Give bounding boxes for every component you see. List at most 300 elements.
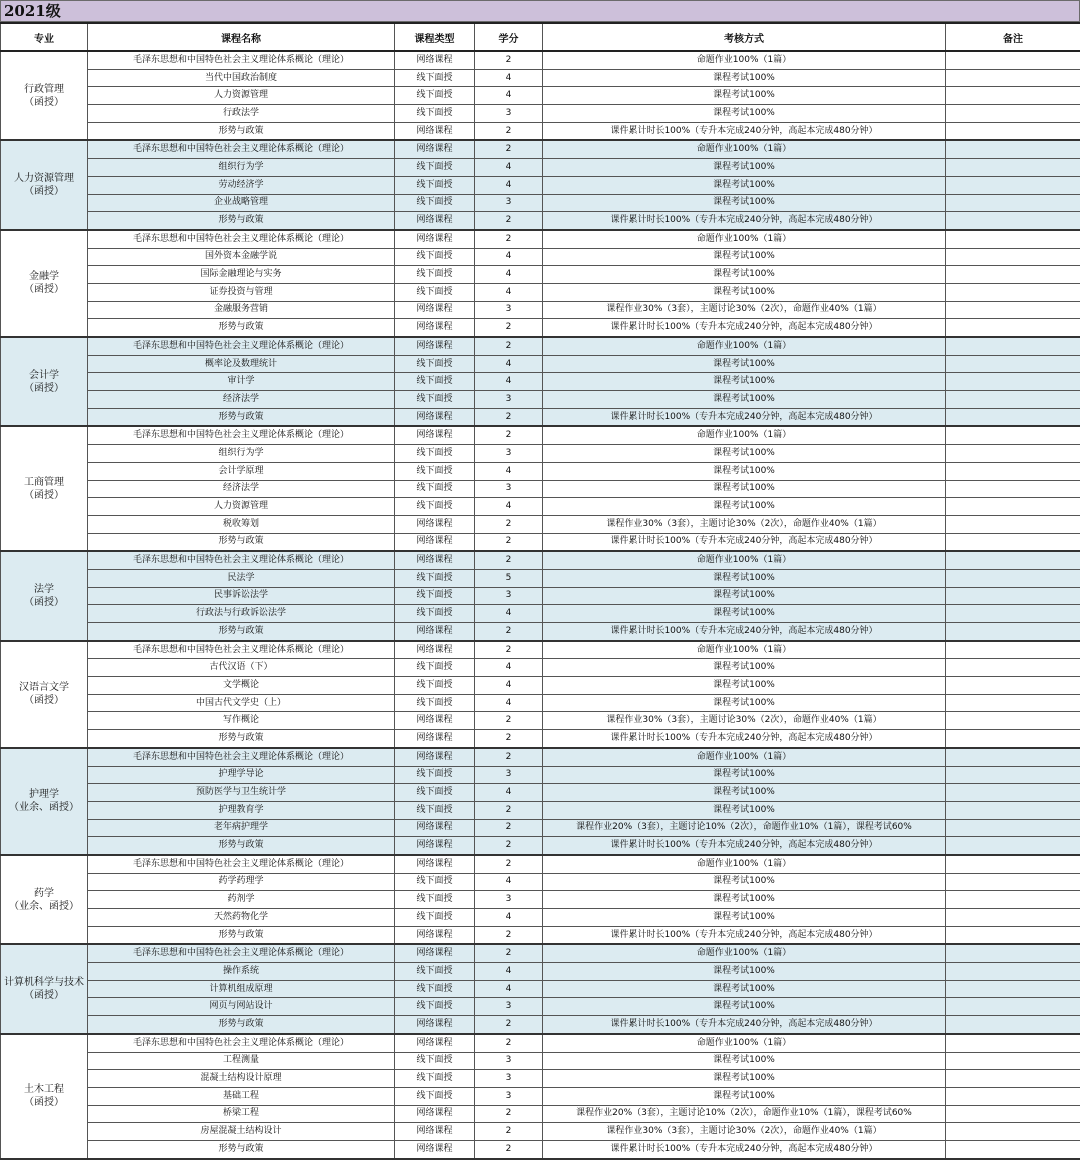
remarks-cell	[946, 605, 1080, 623]
table-row	[1, 766, 1080, 784]
course-type-cell: 线下面授	[395, 373, 475, 391]
major-label-line: （函授）	[24, 597, 64, 608]
table-row	[1, 515, 1080, 533]
assessment-cell: 命题作业100%（1篇）	[543, 748, 946, 766]
table-row	[1, 122, 1080, 140]
course-name-cell: 行政法与行政诉讼法学	[88, 605, 395, 623]
table-row	[1, 498, 1080, 516]
credits-cell: 3	[475, 105, 543, 123]
course-name-cell: 组织行为学	[88, 159, 395, 177]
assessment-cell: 课程考试100%	[543, 909, 946, 927]
course-name-cell: 毛泽东思想和中国特色社会主义理论体系概论（理论）	[88, 140, 395, 158]
course-type-cell: 线下面授	[395, 587, 475, 605]
table-row	[1, 694, 1080, 712]
course-type-cell: 线下面授	[395, 498, 475, 516]
credits-cell: 3	[475, 998, 543, 1016]
assessment-cell: 课程考试100%	[543, 159, 946, 177]
course-name-cell: 毛泽东思想和中国特色社会主义理论体系概论（理论）	[88, 748, 395, 766]
credits-cell: 2	[475, 837, 543, 855]
assessment-cell: 课件累计时长100%（专升本完成240分钟，高起本完成480分钟）	[543, 122, 946, 140]
credits-cell: 4	[475, 248, 543, 266]
assessment-cell: 课程考试100%	[543, 998, 946, 1016]
course-type-cell: 线下面授	[395, 248, 475, 266]
table-row	[1, 373, 1080, 391]
course-type-cell: 网络课程	[395, 1123, 475, 1141]
credits-cell: 2	[475, 122, 543, 140]
credits-cell: 3	[475, 301, 543, 319]
remarks-cell	[946, 212, 1080, 230]
major-label-line: 护理学	[29, 789, 59, 800]
credits-cell: 4	[475, 498, 543, 516]
table-row	[1, 408, 1080, 426]
table-row	[1, 998, 1080, 1016]
assessment-cell: 命题作业100%（1篇）	[543, 140, 946, 158]
major-label-line: 会计学	[29, 370, 59, 381]
table-row	[1, 801, 1080, 819]
major-label-line: 药学	[34, 888, 54, 899]
credits-cell: 3	[475, 445, 543, 463]
remarks-cell	[946, 391, 1080, 409]
assessment-cell: 课程考试100%	[543, 391, 946, 409]
course-type-cell: 网络课程	[395, 408, 475, 426]
course-type-cell: 线下面授	[395, 605, 475, 623]
course-name-cell: 药剂学	[88, 891, 395, 909]
credits-cell: 4	[475, 266, 543, 284]
credits-cell: 4	[475, 873, 543, 891]
major-group	[1, 944, 1080, 1033]
remarks-cell	[946, 87, 1080, 105]
remarks-cell	[946, 194, 1080, 212]
course-type-cell: 线下面授	[395, 1070, 475, 1088]
course-type-cell: 网络课程	[395, 944, 475, 962]
remarks-cell	[946, 998, 1080, 1016]
table-row	[1, 641, 1080, 659]
credits-cell: 3	[475, 587, 543, 605]
assessment-cell: 课程考试100%	[543, 283, 946, 301]
remarks-cell	[946, 1070, 1080, 1088]
remarks-cell	[946, 748, 1080, 766]
course-name-cell: 天然药物化学	[88, 909, 395, 927]
major-cell	[1, 1034, 88, 1159]
assessment-cell: 命题作业100%（1篇）	[543, 944, 946, 962]
course-name-cell: 古代汉语（下）	[88, 659, 395, 677]
course-name-cell: 形势与政策	[88, 1016, 395, 1034]
credits-cell: 4	[475, 659, 543, 677]
course-type-cell: 线下面授	[395, 1087, 475, 1105]
credits-cell: 2	[475, 801, 543, 819]
course-name-cell: 形势与政策	[88, 926, 395, 944]
course-type-cell: 网络课程	[395, 301, 475, 319]
course-name-cell: 毛泽东思想和中国特色社会主义理论体系概论（理论）	[88, 1034, 395, 1052]
course-name-cell: 文学概论	[88, 677, 395, 695]
course-name-cell: 民法学	[88, 569, 395, 587]
major-group	[1, 641, 1080, 748]
assessment-cell: 课程考试100%	[543, 980, 946, 998]
remarks-cell	[946, 837, 1080, 855]
credits-cell: 2	[475, 408, 543, 426]
assessment-cell: 课程考试100%	[543, 569, 946, 587]
table-row	[1, 677, 1080, 695]
remarks-cell	[946, 319, 1080, 337]
course-type-cell: 线下面授	[395, 445, 475, 463]
course-type-cell: 线下面授	[395, 891, 475, 909]
credits-cell: 4	[475, 87, 543, 105]
credits-cell: 2	[475, 623, 543, 641]
remarks-cell	[946, 1052, 1080, 1070]
assessment-cell: 课件累计时长100%（专升本完成240分钟，高起本完成480分钟）	[543, 408, 946, 426]
course-type-cell: 线下面授	[395, 694, 475, 712]
assessment-cell: 课程作业20%（3套），主题讨论10%（2次），命题作业10%（1篇），课程考试60%	[543, 1105, 946, 1123]
table-row	[1, 301, 1080, 319]
assessment-cell: 命题作业100%（1篇）	[543, 426, 946, 444]
course-name-cell: 毛泽东思想和中国特色社会主义理论体系概论（理论）	[88, 551, 395, 569]
major-cell	[1, 641, 88, 748]
remarks-cell	[946, 677, 1080, 695]
credits-cell: 4	[475, 677, 543, 695]
assessment-cell: 课程考试100%	[543, 873, 946, 891]
assessment-cell: 课程考试100%	[543, 266, 946, 284]
credits-cell: 2	[475, 337, 543, 355]
course-name-cell: 形势与政策	[88, 837, 395, 855]
remarks-cell	[946, 1105, 1080, 1123]
remarks-cell	[946, 1123, 1080, 1141]
course-type-cell: 线下面授	[395, 87, 475, 105]
major-label-line: （函授）	[24, 1097, 64, 1108]
table-row	[1, 533, 1080, 551]
major-cell	[1, 426, 88, 551]
course-type-cell: 线下面授	[395, 266, 475, 284]
course-name-cell: 毛泽东思想和中国特色社会主义理论体系概论（理论）	[88, 641, 395, 659]
course-name-cell: 老年病护理学	[88, 819, 395, 837]
major-label-line: 土木工程	[24, 1084, 64, 1095]
course-name-cell: 形势与政策	[88, 212, 395, 230]
assessment-cell: 课件累计时长100%（专升本完成240分钟，高起本完成480分钟）	[543, 837, 946, 855]
credits-cell: 4	[475, 355, 543, 373]
table-row	[1, 926, 1080, 944]
assessment-cell: 课件累计时长100%（专升本完成240分钟，高起本完成480分钟）	[543, 926, 946, 944]
course-type-cell: 线下面授	[395, 194, 475, 212]
assessment-cell: 课程考试100%	[543, 963, 946, 981]
remarks-cell	[946, 105, 1080, 123]
credits-cell: 2	[475, 855, 543, 873]
credits-cell: 4	[475, 159, 543, 177]
major-cell	[1, 51, 88, 140]
table-row	[1, 230, 1080, 248]
assessment-cell: 课程考试100%	[543, 694, 946, 712]
major-label-line: 法学	[34, 584, 54, 595]
table-row	[1, 69, 1080, 87]
major-label-line: 汉语言文学	[19, 682, 69, 693]
assessment-cell: 课程考试100%	[543, 373, 946, 391]
assessment-cell: 课件累计时长100%（专升本完成240分钟，高起本完成480分钟）	[543, 1016, 946, 1034]
course-name-cell: 网页与网站设计	[88, 998, 395, 1016]
major-group	[1, 51, 1080, 140]
assessment-cell: 课程考试100%	[543, 801, 946, 819]
course-name-cell: 护理学导论	[88, 766, 395, 784]
course-type-cell: 网络课程	[395, 1034, 475, 1052]
remarks-cell	[946, 159, 1080, 177]
course-name-cell: 组织行为学	[88, 445, 395, 463]
table-row	[1, 87, 1080, 105]
assessment-cell: 课程作业20%（3套），主题讨论10%（2次），命题作业10%（1篇），课程考试60%	[543, 819, 946, 837]
credits-cell: 4	[475, 963, 543, 981]
course-type-cell: 网络课程	[395, 1105, 475, 1123]
assessment-cell: 课程考试100%	[543, 498, 946, 516]
assessment-cell: 命题作业100%（1篇）	[543, 1034, 946, 1052]
course-name-cell: 劳动经济学	[88, 176, 395, 194]
course-name-cell: 预防医学与卫生统计学	[88, 784, 395, 802]
table-row	[1, 819, 1080, 837]
remarks-cell	[946, 533, 1080, 551]
major-group	[1, 230, 1080, 337]
course-type-cell: 网络课程	[395, 712, 475, 730]
remarks-cell	[946, 784, 1080, 802]
course-type-cell: 线下面授	[395, 909, 475, 927]
course-name-cell: 药学药理学	[88, 873, 395, 891]
table-row	[1, 462, 1080, 480]
table-row	[1, 909, 1080, 927]
table-row	[1, 426, 1080, 444]
course-type-cell: 线下面授	[395, 1052, 475, 1070]
remarks-cell	[946, 873, 1080, 891]
assessment-cell: 课件累计时长100%（专升本完成240分钟，高起本完成480分钟）	[543, 533, 946, 551]
major-label-line: 金融学	[29, 271, 59, 282]
assessment-cell: 课程考试100%	[543, 587, 946, 605]
course-type-cell: 线下面授	[395, 569, 475, 587]
credits-cell: 3	[475, 1052, 543, 1070]
table-row	[1, 212, 1080, 230]
major-group	[1, 1034, 1080, 1159]
major-group	[1, 426, 1080, 551]
course-type-cell: 线下面授	[395, 480, 475, 498]
credits-cell: 2	[475, 212, 543, 230]
remarks-cell	[946, 408, 1080, 426]
course-name-cell: 护理教育学	[88, 801, 395, 819]
major-label-line: （函授）	[24, 990, 64, 1001]
assessment-cell: 课程考试100%	[543, 355, 946, 373]
table-row	[1, 1034, 1080, 1052]
header-major: 专业	[1, 23, 88, 51]
remarks-cell	[946, 926, 1080, 944]
major-cell	[1, 855, 88, 944]
assessment-cell: 课程考试100%	[543, 1052, 946, 1070]
credits-cell: 2	[475, 748, 543, 766]
assessment-cell: 命题作业100%（1篇）	[543, 230, 946, 248]
table-row	[1, 623, 1080, 641]
major-group	[1, 855, 1080, 944]
remarks-cell	[946, 140, 1080, 158]
remarks-cell	[946, 248, 1080, 266]
course-type-cell: 网络课程	[395, 641, 475, 659]
remarks-cell	[946, 230, 1080, 248]
assessment-cell: 课程考试100%	[543, 445, 946, 463]
credits-cell: 2	[475, 926, 543, 944]
course-type-cell: 线下面授	[395, 69, 475, 87]
remarks-cell	[946, 587, 1080, 605]
table-row	[1, 248, 1080, 266]
major-cell	[1, 748, 88, 855]
credits-cell: 3	[475, 1070, 543, 1088]
remarks-cell	[946, 355, 1080, 373]
assessment-cell: 课程作业30%（3套），主题讨论30%（2次），命题作业40%（1篇）	[543, 712, 946, 730]
remarks-cell	[946, 266, 1080, 284]
major-group	[1, 551, 1080, 640]
credits-cell: 4	[475, 176, 543, 194]
course-name-cell: 操作系统	[88, 963, 395, 981]
course-type-cell: 线下面授	[395, 677, 475, 695]
course-type-cell: 线下面授	[395, 873, 475, 891]
table-row	[1, 748, 1080, 766]
credits-cell: 2	[475, 319, 543, 337]
credits-cell: 2	[475, 1016, 543, 1034]
credits-cell: 4	[475, 694, 543, 712]
course-name-cell: 当代中国政治制度	[88, 69, 395, 87]
remarks-cell	[946, 176, 1080, 194]
table-title: 2021级	[0, 0, 1080, 22]
course-name-cell: 中国古代文学史（上）	[88, 694, 395, 712]
credits-cell: 2	[475, 51, 543, 69]
major-label-line: （函授）	[24, 284, 64, 295]
major-group	[1, 140, 1080, 229]
course-schedule-table	[0, 22, 1080, 1160]
remarks-cell	[946, 373, 1080, 391]
major-group	[1, 748, 1080, 855]
table-row	[1, 837, 1080, 855]
course-type-cell: 网络课程	[395, 855, 475, 873]
course-name-cell: 民事诉讼法学	[88, 587, 395, 605]
remarks-cell	[946, 659, 1080, 677]
credits-cell: 3	[475, 480, 543, 498]
table-row	[1, 963, 1080, 981]
credits-cell: 2	[475, 1140, 543, 1158]
course-type-cell: 网络课程	[395, 426, 475, 444]
course-type-cell: 网络课程	[395, 140, 475, 158]
course-type-cell: 线下面授	[395, 801, 475, 819]
course-type-cell: 网络课程	[395, 319, 475, 337]
remarks-cell	[946, 445, 1080, 463]
course-name-cell: 税收筹划	[88, 515, 395, 533]
course-name-cell: 形势与政策	[88, 408, 395, 426]
assessment-cell: 课件累计时长100%（专升本完成240分钟，高起本完成480分钟）	[543, 730, 946, 748]
remarks-cell	[946, 69, 1080, 87]
assessment-cell: 命题作业100%（1篇）	[543, 51, 946, 69]
course-name-cell: 毛泽东思想和中国特色社会主义理论体系概论（理论）	[88, 337, 395, 355]
course-type-cell: 网络课程	[395, 212, 475, 230]
table-row	[1, 855, 1080, 873]
table-row	[1, 1016, 1080, 1034]
credits-cell: 4	[475, 909, 543, 927]
credits-cell: 2	[475, 1123, 543, 1141]
major-cell	[1, 230, 88, 337]
assessment-cell: 课程考试100%	[543, 659, 946, 677]
course-type-cell: 线下面授	[395, 283, 475, 301]
table-row	[1, 194, 1080, 212]
course-name-cell: 行政法学	[88, 105, 395, 123]
assessment-cell: 课程考试100%	[543, 248, 946, 266]
course-type-cell: 网络课程	[395, 337, 475, 355]
course-type-cell: 线下面授	[395, 355, 475, 373]
major-cell	[1, 944, 88, 1033]
remarks-cell	[946, 712, 1080, 730]
credits-cell: 2	[475, 819, 543, 837]
credits-cell: 2	[475, 944, 543, 962]
credits-cell: 2	[475, 140, 543, 158]
table-row	[1, 319, 1080, 337]
assessment-cell: 课程考试100%	[543, 462, 946, 480]
course-type-cell: 网络课程	[395, 1140, 475, 1158]
assessment-cell: 课程考试100%	[543, 677, 946, 695]
assessment-cell: 课程考试100%	[543, 194, 946, 212]
credits-cell: 2	[475, 230, 543, 248]
course-name-cell: 毛泽东思想和中国特色社会主义理论体系概论（理论）	[88, 426, 395, 444]
course-type-cell: 网络课程	[395, 533, 475, 551]
credits-cell: 4	[475, 373, 543, 391]
table-row	[1, 391, 1080, 409]
table-row	[1, 1052, 1080, 1070]
course-type-cell: 网络课程	[395, 819, 475, 837]
assessment-cell: 课件累计时长100%（专升本完成240分钟，高起本完成480分钟）	[543, 319, 946, 337]
credits-cell: 2	[475, 641, 543, 659]
credits-cell: 3	[475, 891, 543, 909]
remarks-cell	[946, 980, 1080, 998]
header-course-name: 课程名称	[88, 23, 395, 51]
course-type-cell: 网络课程	[395, 551, 475, 569]
course-type-cell: 网络课程	[395, 1016, 475, 1034]
remarks-cell	[946, 426, 1080, 444]
course-name-cell: 审计学	[88, 373, 395, 391]
course-name-cell: 混凝土结构设计原理	[88, 1070, 395, 1088]
major-label-line: （函授）	[24, 383, 64, 394]
table-row	[1, 1087, 1080, 1105]
course-name-cell: 毛泽东思想和中国特色社会主义理论体系概论（理论）	[88, 855, 395, 873]
course-name-cell: 企业战略管理	[88, 194, 395, 212]
course-name-cell: 计算机组成原理	[88, 980, 395, 998]
course-name-cell: 基础工程	[88, 1087, 395, 1105]
table-row	[1, 51, 1080, 69]
table-row	[1, 605, 1080, 623]
course-type-cell: 网络课程	[395, 926, 475, 944]
course-type-cell: 线下面授	[395, 176, 475, 194]
course-type-cell: 网络课程	[395, 730, 475, 748]
major-label-line: （业余、函授）	[9, 802, 79, 813]
table-row	[1, 140, 1080, 158]
assessment-cell: 命题作业100%（1篇）	[543, 337, 946, 355]
course-name-cell: 形势与政策	[88, 1140, 395, 1158]
header-remarks: 备注	[946, 23, 1080, 51]
assessment-cell: 课程作业30%（3套），主题讨论30%（2次），命题作业40%（1篇）	[543, 301, 946, 319]
credits-cell: 3	[475, 1087, 543, 1105]
credits-cell: 3	[475, 391, 543, 409]
course-name-cell: 毛泽东思想和中国特色社会主义理论体系概论（理论）	[88, 51, 395, 69]
remarks-cell	[946, 623, 1080, 641]
header-assessment: 考核方式	[543, 23, 946, 51]
course-type-cell: 线下面授	[395, 980, 475, 998]
course-name-cell: 形势与政策	[88, 319, 395, 337]
course-type-cell: 网络课程	[395, 515, 475, 533]
remarks-cell	[946, 909, 1080, 927]
assessment-cell: 课程考试100%	[543, 69, 946, 87]
table-row	[1, 569, 1080, 587]
credits-cell: 2	[475, 1105, 543, 1123]
course-name-cell: 金融服务营销	[88, 301, 395, 319]
course-type-cell: 线下面授	[395, 659, 475, 677]
assessment-cell: 课件累计时长100%（专升本完成240分钟，高起本完成480分钟）	[543, 1140, 946, 1158]
remarks-cell	[946, 51, 1080, 69]
credits-cell: 2	[475, 1034, 543, 1052]
remarks-cell	[946, 498, 1080, 516]
remarks-cell	[946, 569, 1080, 587]
credits-cell: 2	[475, 533, 543, 551]
